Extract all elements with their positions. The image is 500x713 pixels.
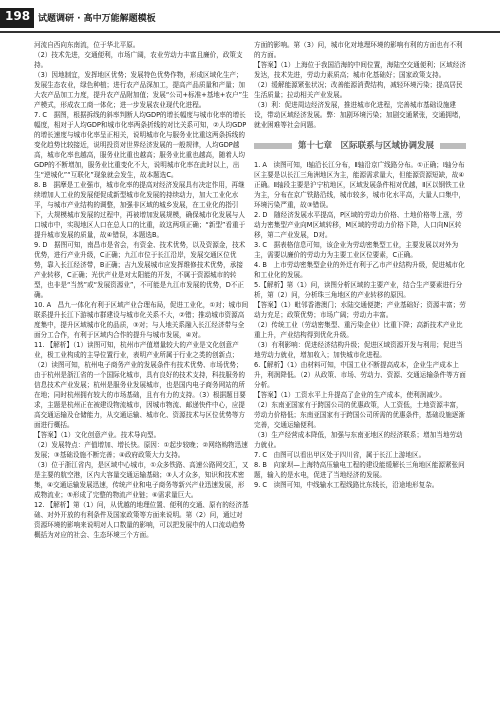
paragraph: 11. 【解析】（1）读图可知，杭州市产值增量较大的产业是文化创意产业，极工业构成的主导位置行业，表明产业所属于行业之类的创新点；（2）读图可知，杭州电子商务产业的发展条件有技术优势、市场优势；由于杭州是浙江省的一个国际化城市，具有良好的技术支持，科技服务的信息技术产业发展；杭州是服务业发展城市，也是国内电子商务网站的所在地；同时杭州拥有较大的市场基础，且有有力的支持。（3）根据题目要求，主题是杭州正在被建设物流城市，因城市物流、邮递快件中心，应提高交通运输及仓储能力，从交通运输、城市化、资源技术与区位优势等方面进行概括。 — [34, 341, 246, 429]
paragraph: 河流自西向东南流，位于华北平原。 — [34, 41, 140, 49]
paragraph: 10. A 昌九一体化有利于区域产业合理布局，促进工业化，①对；城市间联系提升长江下游城市群建设与城市化关系不大，②错；推动城市资源高度集中，提升区域城市化的品质，③对；与人地关系融入长江经济带与全面分工合作，有利于区域内合作的提升与城市发展，④对。 — [34, 301, 249, 339]
paragraph: 【答案】（1）毗邻香港澳门；水陆交通便捷；产业基础好；资源丰富；劳动力充足；政策优势；市场广阔；劳动力丰富。 — [254, 301, 466, 319]
paragraph: （3）生产经营成本降低，加强与东南亚地区的经济联系；增加当地劳动力就业。 — [254, 431, 463, 449]
right-column — [254, 40, 466, 490]
paragraph: 8. B 据摩是工业强市，城市化率的提高对经济发展具有决定作用，再继续增加人工业的发展便促成新型城市化发展的持续动力，加大工业化水平，与城市产业结构的调整，加强非区域的城乡发展，在工业化的指引下，大规模城市发展的过程中，再被增加发展规模，确保城市化发展与人口城市中，实现地区人口在总人口的比重，故这两项正确；“新型”看重于提升城市发展的质量，故④错误，本题选B。 — [34, 181, 246, 239]
paragraph: 【答案】（1）文化创意产业。技术导向型。 — [34, 431, 161, 439]
paragraph: 8. B 向家坝—上海特高压输电工程的建设能缓解长三角地区能源紧张问题，输入的是水电，促进了当地经济的发展。 — [254, 461, 465, 479]
paragraph: 5.【解析】第（1）问，读图分析区域的主要产业，结合生产要素进行分析，第（2）问，分析珠三角地区的产业转移的原因。 — [254, 281, 463, 299]
header-rule — [0, 31, 500, 33]
paragraph: 12. 【解析】第（1）问，从优越的地理位置、便利的交通、原有的经济基础、对外开放的有利条件及国家政策等方面来说明。第（2）问，通过对资源环境的影响来说明对人口数量的影响，可以把发展中的人口流动趋势概括为对应的社会、生态环境三个方面。 — [34, 501, 249, 539]
paragraph: （3）因地制宜，发挥地区优势；发展特色优势作物，形成区域化生产；发展生态农业，绿色种植；进行农产品深加工，提高产品质量和产量；加大农产品加工力度，提升农产品附加值；发展“公司+标准+基地+农户”生产模式，形成农工商一体化；进一步发展农业现代化进程。 — [34, 71, 249, 109]
paragraph: 9. C 读图可知，中线输水工程线路比东线长，沿途地形复杂。 — [254, 481, 439, 489]
paragraph: （2）技术先进，交通便利，市场广阔，农业劳动力丰富且廉价，政策支持。 — [34, 51, 243, 69]
paragraph: （2）发展特点：产值增加、增长快。原因：①起步较晚；②网络购物迅速发展；③基础设施不断完善；④政府政策大力支持。 — [34, 441, 248, 459]
left-column — [34, 40, 249, 540]
book-title: 试题调研 · 高中万能解题模板 — [38, 14, 156, 24]
paragraph: 【答案】（1）上海位于我国沿海的中间位置，海陆空交通便利；区域经济发达，技术先进，劳动力素质高；城市化基础好；国家政策支持。 — [254, 61, 466, 79]
paragraph: 7. C 据图，根据拆线的斜率判断人均GDP的增长幅度与城市化率的增长幅度，相对于人均GDP和城市化率两条折线的对比关系可知，②人均GDP的增长速度与城市化率呈正相关，说明城市化与服务业比重这两条拆线的变化趋势比较接近，说明投资对世界经济发展的一般规律，人均GDP越高，城市化率也越高，服务业比重也越高；服务业比重也越高，随着人均GDP的不断增加，服务业比重变化不大，说明城市化率在此时以上，出生“逆城化”“互联化”现象就会发生，故本题选C。 — [34, 111, 247, 179]
paragraph: 方面的影响。第（3）问，城市化对地理环境的影响有利的方面也有不利的方面。 — [254, 41, 463, 59]
paragraph: （2）传统工业（劳动密集型、重污染企业）比重下降；高新技术产业比重上升，产业结构得到优化升级。 — [254, 321, 463, 339]
paragraph: 2. D 随经济发展水平提高，P区域的劳动力价格、土地价格等上涨，劳动力密集型产业向M区域转移，M区域的劳动力价格下降，人口向N区转移，第二产业发展，D对。 — [254, 211, 463, 239]
paragraph: 3. C 据表格信息可知，该企业为劳动密集型工业，主要发展以对外为主，需要以廉价的劳动力为主要工业区位要素，C正确。 — [254, 241, 459, 259]
chapter-title: 第十七章 区际联系与区域协调发展 — [292, 138, 440, 154]
paragraph: 4. B 上市劳动密集型企业的外迁有利于乙市产业结构升级，促进城市化和工业化的发展。 — [254, 261, 465, 279]
page-number: 198 — [5, 9, 31, 23]
paragraph: （2）缓解能源紧张状况；改善能源消费结构，减轻环境污染；提高居民生活质量；拉动相关产业发展。 — [254, 81, 463, 99]
paragraph: （2）东南亚国家有于跨国公司的优惠政策，人工资低，土地资源丰富，劳动力价格低；东南亚国家有于跨国公司所需的优惠条件，基础设施逐渐完善，交通运输便利。 — [254, 401, 465, 429]
paragraph: （3）位于浙江省内，是区域中心城市，①众多铁路、高速公路网交汇，又是主要的航空港，区内大容量交通运输基础；③人才众多，知识和技术密集，④交通运输发展迅速，传统产业和电子商务等新兴产业迅速发展，形成物流业；⑤形成了完整的物流产业链；⑥需求量巨大。 — [34, 461, 249, 499]
paragraph: （3）利：促进周边经济发展，推进城市化进程，完善城市基础设施建设，带动区域经济发展。弊：加剧环境污染；加剧交通紧张，交通拥堵，就业困难等社会问题。 — [254, 101, 465, 129]
paragraph: 6.【解析】（1）由材料可知，中国工业不断提高成本，企业生产成本上升，利润降低。（2）从政策、市场、劳动力、资源、交通运输条件等方面分析。 — [254, 361, 466, 389]
page-header — [0, 0, 500, 34]
paragraph: 【答案】（1）工资水平上升提高了企业的生产成本，使利润减少。 — [254, 391, 447, 399]
paragraph: 1. A 读图可知，Ⅰ轴沿长江分布，Ⅱ轴沿京广线路分布。①正确；Ⅰ轴分布区主要是以长江三角洲地区为主，能源需求量大，但能源资源短缺，故④正确。Ⅱ轴段主要是沪宁杭地区，区域发展条件相对优越，Ⅱ区以钢铁工业为主，分布在京广铁路沿线，城市较多，城市化水平高，大量人口集中，环境污染严重，故③错误。 — [254, 161, 465, 209]
paragraph: （3）有利影响：促进经济结构升级；促进区域资源开发与利用；促进当地劳动力就业，增加收入；加快城市化进程。 — [254, 341, 463, 359]
paragraph: 9. D 据图可知，南昌市是省会，有资金、技术优势，以及资源金，技术优势，进行产业升级，C正确；九江市位于长江沿岸，发展交通区位优势，靠入长江经济带，B正确；吉九发展城市应发挥维修技术优势，承接产业转移，C正确；光伏产业是对太阳能的开发，不属于资源城市的转型，也非是“当然”或“发展资源业”，不可能是九江市发展的优势，D不正确。 — [34, 241, 246, 299]
chapter-heading — [254, 138, 466, 154]
paragraph: 7. C 由图可以看出甲区处于四川省，属于长江上游地区。 — [254, 451, 426, 459]
